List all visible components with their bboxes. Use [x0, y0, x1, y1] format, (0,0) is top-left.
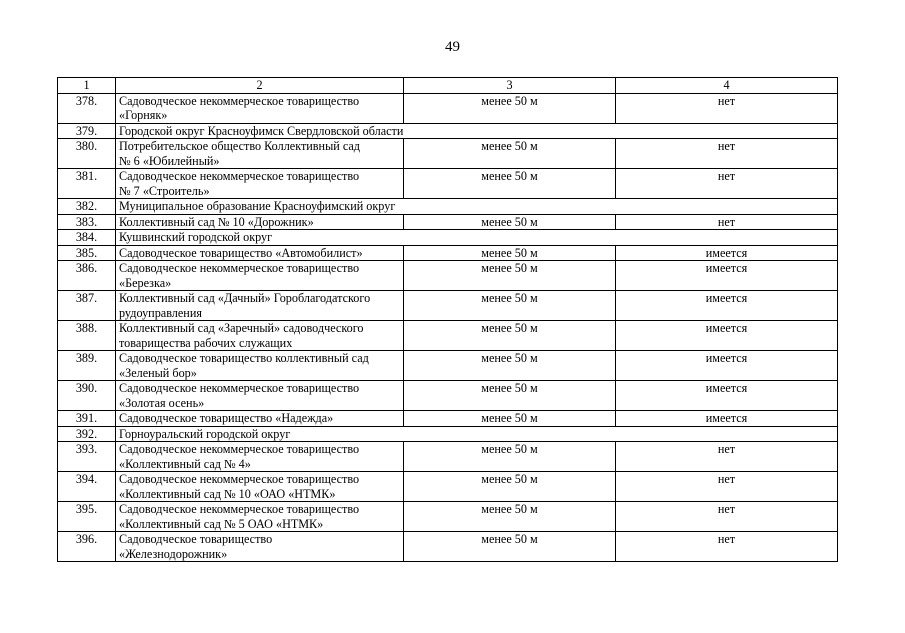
row-number: 382.: [58, 199, 116, 215]
availability-cell: имеется: [616, 321, 838, 351]
page-number: 49: [445, 39, 460, 55]
name-line: «Коллективный сад № 5 ОАО «НТМК»: [119, 516, 324, 531]
distance-cell: менее 50 м: [404, 381, 616, 411]
organization-name: [116, 139, 404, 169]
table-row: [58, 381, 838, 411]
name-line: Потребительское общество Коллективный сад: [119, 139, 360, 153]
organization-name: [116, 245, 404, 261]
table-row: [58, 245, 838, 261]
section-title: [116, 230, 838, 246]
name-line: Кушвинский городской округ: [119, 230, 273, 244]
row-number: 390.: [58, 381, 116, 411]
name-line: Садоводческое некоммерческое товарищество: [119, 442, 360, 456]
row-number: 396.: [58, 532, 116, 562]
table-row: [58, 442, 838, 472]
name-line: рудоуправления: [119, 305, 202, 320]
column-header-3: 3: [404, 78, 616, 94]
availability-cell: нет: [616, 214, 838, 230]
organization-name: [116, 321, 404, 351]
section-title: [116, 123, 838, 139]
name-line: Городской округ Красноуфимск Свердловской области: [119, 123, 404, 138]
section-row: [58, 123, 838, 139]
availability-cell: имеется: [616, 291, 838, 321]
distance-cell: менее 50 м: [404, 321, 616, 351]
table-row: [58, 291, 838, 321]
organization-name: [116, 411, 404, 427]
availability-cell: нет: [616, 169, 838, 199]
distance-cell: менее 50 м: [404, 411, 616, 427]
distance-cell: менее 50 м: [404, 532, 616, 562]
organization-name: [116, 472, 404, 502]
name-line: Коллективный сад «Заречный» садоводческого: [119, 321, 364, 335]
organization-name: [116, 502, 404, 532]
name-line: Садоводческое некоммерческое товарищество: [119, 169, 360, 183]
organization-name: [116, 532, 404, 562]
row-number: 389.: [58, 351, 116, 381]
row-number: 381.: [58, 169, 116, 199]
distance-cell: менее 50 м: [404, 351, 616, 381]
name-line: «Березка»: [119, 275, 172, 290]
name-line: № 7 «Строитель»: [119, 183, 210, 198]
name-line: Садоводческое некоммерческое товарищество: [119, 381, 360, 395]
section-row: [58, 199, 838, 215]
name-line: «Горняк»: [119, 108, 168, 122]
availability-cell: имеется: [616, 351, 838, 381]
table-row: [58, 214, 838, 230]
table-row: [58, 93, 838, 123]
organization-name: [116, 93, 404, 123]
table-row: [58, 351, 838, 381]
name-line: «Золотая осень»: [119, 395, 205, 410]
section-row: [58, 426, 838, 442]
row-number: 384.: [58, 230, 116, 246]
row-number: 386.: [58, 261, 116, 291]
table-row: [58, 411, 838, 427]
organization-name: [116, 214, 404, 230]
distance-cell: менее 50 м: [404, 169, 616, 199]
name-line: Коллективный сад «Дачный» Гороблагодатского: [119, 291, 371, 305]
row-number: 387.: [58, 291, 116, 321]
table-row: [58, 139, 838, 169]
table-row: [58, 261, 838, 291]
distance-cell: менее 50 м: [404, 502, 616, 532]
column-header-4: 4: [616, 78, 838, 94]
distance-cell: менее 50 м: [404, 442, 616, 472]
availability-cell: нет: [616, 472, 838, 502]
availability-cell: нет: [616, 532, 838, 562]
name-line: товарищества рабочих служащих: [119, 335, 293, 350]
name-line: «Коллективный сад № 10 «ОАО «НТМК»: [119, 486, 336, 501]
distance-cell: менее 50 м: [404, 291, 616, 321]
name-line: Садоводческое некоммерческое товарищество: [119, 502, 360, 516]
table-row: [58, 532, 838, 562]
row-number: 379.: [58, 123, 116, 139]
row-number: 385.: [58, 245, 116, 261]
name-line: Горноуральский городской округ: [119, 426, 291, 441]
name-line: Садоводческое товарищество: [119, 532, 273, 546]
name-line: № 6 «Юбилейный»: [119, 153, 220, 168]
row-number: 380.: [58, 139, 116, 169]
availability-cell: нет: [616, 93, 838, 123]
row-number: 383.: [58, 214, 116, 230]
organization-name: [116, 442, 404, 472]
column-header-2: 2: [116, 78, 404, 94]
organization-name: [116, 381, 404, 411]
section-row: [58, 230, 838, 246]
availability-cell: имеется: [616, 381, 838, 411]
availability-cell: нет: [616, 442, 838, 472]
organization-name: [116, 291, 404, 321]
availability-cell: имеется: [616, 411, 838, 427]
name-line: Садоводческое некоммерческое товарищество: [119, 93, 360, 108]
row-number: 393.: [58, 442, 116, 472]
distance-cell: менее 50 м: [404, 472, 616, 502]
availability-cell: имеется: [616, 261, 838, 291]
table-body: [58, 93, 838, 562]
name-line: Садоводческое товарищество коллективный сад: [119, 351, 369, 365]
organization-name: [116, 169, 404, 199]
table-row: [58, 321, 838, 351]
name-line: Муниципальное образование Красноуфимский округ: [119, 199, 396, 213]
organization-name: [116, 351, 404, 381]
table-row: [58, 502, 838, 532]
section-title: [116, 199, 838, 215]
row-number: 388.: [58, 321, 116, 351]
section-title: [116, 426, 838, 442]
row-number: 395.: [58, 502, 116, 532]
distance-cell: менее 50 м: [404, 245, 616, 261]
name-line: «Зеленый бор»: [119, 365, 197, 380]
row-number: 394.: [58, 472, 116, 502]
name-line: Садоводческое товарищество «Надежда»: [119, 411, 334, 425]
row-number: 391.: [58, 411, 116, 427]
name-line: «Железнодорожник»: [119, 546, 228, 561]
availability-cell: имеется: [616, 245, 838, 261]
distance-cell: менее 50 м: [404, 261, 616, 291]
distance-cell: менее 50 м: [404, 93, 616, 123]
name-line: Коллективный сад № 10 «Дорожник»: [119, 214, 314, 229]
header-row: [58, 78, 838, 94]
name-line: Садоводческое некоммерческое товарищество: [119, 261, 360, 275]
name-line: Садоводческое некоммерческое товарищество: [119, 472, 360, 486]
availability-cell: нет: [616, 139, 838, 169]
column-header-1: 1: [58, 78, 116, 94]
organization-name: [116, 261, 404, 291]
row-number: 392.: [58, 426, 116, 442]
distance-cell: менее 50 м: [404, 214, 616, 230]
row-number: 378.: [58, 93, 116, 123]
availability-cell: нет: [616, 502, 838, 532]
distance-cell: менее 50 м: [404, 139, 616, 169]
table-row: [58, 169, 838, 199]
name-line: Садоводческое товарищество «Автомобилист»: [119, 245, 363, 260]
table-row: [58, 472, 838, 502]
name-line: «Коллективный сад № 4»: [119, 456, 251, 471]
register-table: [57, 77, 838, 562]
